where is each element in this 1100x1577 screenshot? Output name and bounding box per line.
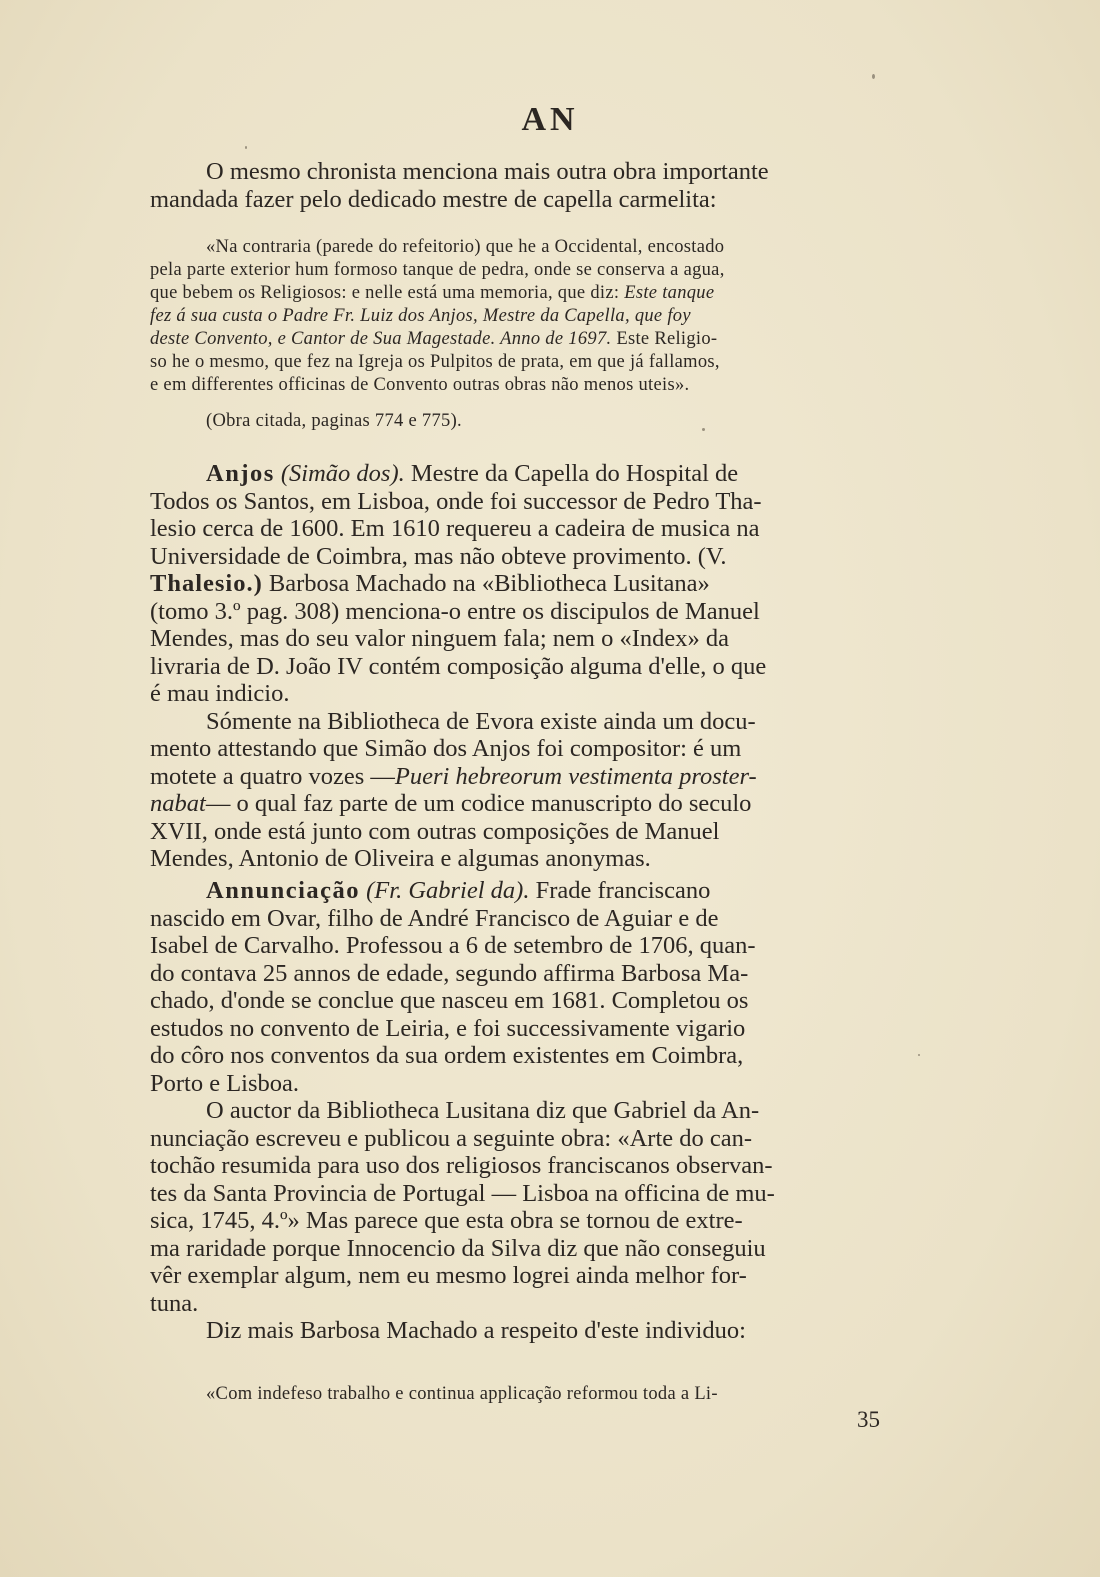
- entry-anjos: [150, 460, 902, 873]
- entry-annunciacao: [150, 877, 902, 1345]
- text-fragment: Frade franciscano: [535, 877, 711, 904]
- text-line: do contava 25 annos de edade, segundo affirma Barbosa Ma-: [150, 959, 749, 987]
- text-line: mandada fazer pelo dedicado mestre de capella carmelita:: [150, 185, 717, 213]
- text-line: Todos os Santos, em Lisboa, onde foi successor de Pedro Tha-: [150, 487, 762, 515]
- paper-speck: [918, 1054, 920, 1056]
- work-title: nabat: [150, 790, 206, 817]
- quote-line: [150, 328, 902, 351]
- citation-text: (Obra citada, paginas 774 e 775).: [206, 411, 462, 431]
- text-fragment: Mestre da Capella do Hospital de: [410, 460, 739, 487]
- text-line: nunciação escreveu e publicou a seguinte obra: «Arte do can-: [150, 1124, 753, 1152]
- text-line: sica, 1745, 4.º» Mas parece que esta obra se tornou de extre-: [150, 1207, 743, 1234]
- text-line: [150, 763, 902, 791]
- quote-line: [150, 305, 902, 328]
- inscription-text: Este tanque: [624, 283, 715, 303]
- cross-reference: Thalesio.): [150, 570, 263, 597]
- quote-line: «Na contraria (parede do refeitorio) que he a Occidental, encostado: [206, 237, 725, 257]
- text-line: O mesmo chronista menciona mais outra obra importante: [206, 158, 769, 185]
- text-line: estudos no convento de Leiria, e foi successivamente vigario: [150, 1014, 746, 1042]
- entry-subheading: (Simão dos).: [280, 460, 405, 487]
- text-line: XVII, onde está junto com outras composições de Manuel: [150, 817, 720, 845]
- quote-line: so he o mesmo, que fez na Igreja os Pulpitos de prata, em que já fallamos,: [150, 352, 720, 372]
- text-line: Diz mais Barbosa Machado a respeito d'este individuo:: [206, 1317, 746, 1344]
- quote-line: «Com indefeso trabalho e continua applicação reformou toda a Li-: [206, 1384, 718, 1404]
- block-quote: [150, 236, 902, 397]
- work-title: Pueri hebreorum vestimenta proster-: [394, 762, 757, 790]
- paper-speck: [872, 74, 875, 79]
- entry-heading: Anjos: [206, 460, 275, 487]
- entry-subheading: (Fr. Gabriel da).: [366, 877, 530, 904]
- text-line: Isabel de Carvalho. Professou a 6 de setembro de 1706, quan-: [150, 932, 756, 959]
- text-line: vêr exemplar algum, nem eu mesmo logrei ainda melhor for-: [150, 1262, 747, 1289]
- text-line: lesio cerca de 1600. Em 1610 requereu a cadeira de musica na: [150, 515, 760, 542]
- text-line: chado, d'onde se conclue que nasceu em 1681. Completou os: [150, 987, 749, 1014]
- inscription-text: fez á sua custa o Padre Fr. Luiz dos Anjos, Mestre da Capella, que foy: [150, 306, 691, 326]
- inscription-text: deste Convento, e Cantor de Sua Magestade. Anno de 1697.: [150, 329, 612, 349]
- text-line: tochão resumida para uso dos religiosos franciscanos observan-: [150, 1152, 773, 1179]
- block-quote-bottom: [150, 1383, 902, 1406]
- quote-line: [150, 282, 902, 305]
- text-line: tes da Santa Provincia de Portugal — Lisboa na officina de mu-: [150, 1179, 775, 1207]
- text-line: mento attestando que Simão dos Anjos foi compositor: é um: [150, 735, 742, 762]
- text-line: [150, 460, 902, 488]
- text-line: livraria de D. João IV contém composição alguma d'elle, o que: [150, 652, 767, 680]
- text-line: Porto e Lisboa.: [150, 1069, 300, 1097]
- text-line: nascido em Ovar, filho de André Francisco de Aguiar e de: [150, 904, 719, 932]
- text-fragment: — o qual faz parte de um codice manuscripto do seculo: [205, 790, 752, 817]
- quote-text: que bebem os Religiosos: e nelle está uma memoria, que diz:: [150, 283, 620, 303]
- paper-speck: [702, 428, 705, 431]
- quote-line: e em differentes officinas de Convento outras obras não menos uteis».: [150, 375, 690, 395]
- text-line: O auctor da Bibliotheca Lusitana diz que Gabriel da An-: [206, 1097, 760, 1124]
- text-line: Sómente na Bibliotheca de Evora existe ainda um docu-: [206, 707, 756, 735]
- paper-speck: [245, 146, 247, 149]
- text-line: (tomo 3.º pag. 308) menciona-o entre os discipulos de Manuel: [150, 597, 760, 625]
- quote-line: pela parte exterior hum formoso tanque de pedra, onde se conserva a agua,: [150, 260, 725, 280]
- citation: [150, 410, 902, 433]
- text-line: [150, 790, 902, 818]
- running-head: AN: [521, 101, 579, 138]
- text-fragment: motete a quatro vozes —: [150, 762, 395, 790]
- entry-heading: Annunciação: [206, 877, 361, 904]
- text-line: Mendes, Antonio de Oliveira e algumas anonymas.: [150, 845, 651, 872]
- text-fragment: Barbosa Machado na «Bibliotheca Lusitana»: [268, 570, 710, 597]
- page-number: 35: [857, 1407, 880, 1432]
- text-line: [150, 877, 902, 905]
- text-line: Universidade de Coimbra, mas não obteve provimento. (V.: [150, 542, 727, 570]
- text-line: do côro nos conventos da sua ordem existentes em Coimbra,: [150, 1042, 744, 1069]
- text-line: tuna.: [150, 1289, 199, 1317]
- text-line: ma raridade porque Innocencio da Silva diz que não conseguiu: [150, 1234, 766, 1262]
- text-line: Mendes, mas do seu valor ninguem fala; nem o «Index» da: [150, 625, 730, 652]
- quote-text: Este Religio-: [616, 329, 718, 349]
- text-line: é mau indicio.: [150, 680, 290, 707]
- text-line: [150, 570, 902, 598]
- intro-paragraph: [150, 158, 902, 213]
